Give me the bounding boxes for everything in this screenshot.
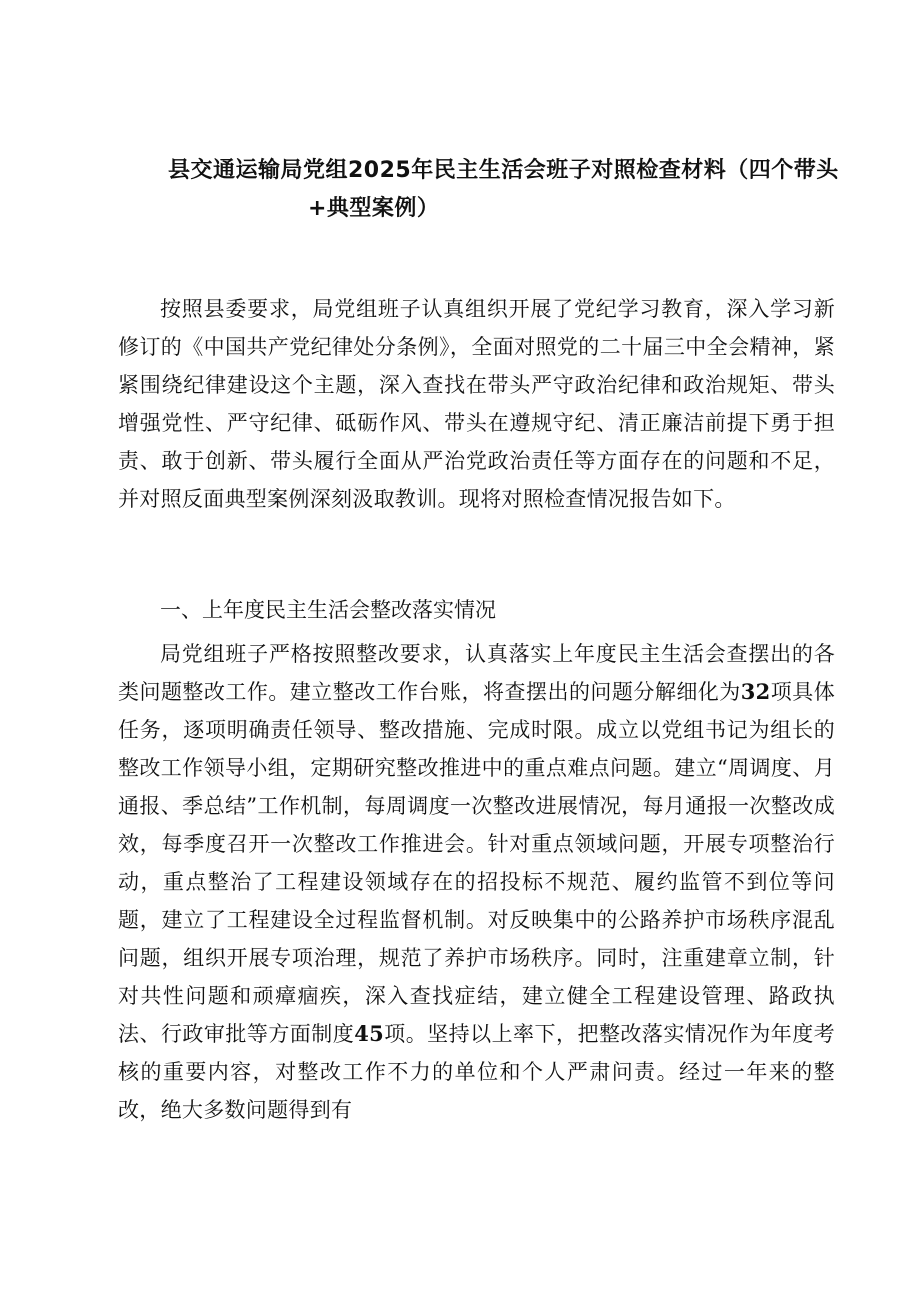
- section-1-text-part-1: 局党组班子严格按照整改要求，认真落实上年度民主生活会查摆出的各类问题整改工作。建立整改工作台账，将查摆出的问题分解细化为: [118, 642, 835, 704]
- section-1-text-part-3: 项。坚持以上率下，把整改落实情况作为年度考核的重要内容，对整改工作不力的单位和个人严肃问责。经过一年来的整改，绝大多数问题得到有: [118, 1022, 835, 1122]
- section-1-text-part-2: 项具体任务，逐项明确责任领导、整改措施、完成时限。成立以党组书记为组长的整改工作领导小组，定期研究整改推进中的重点难点问题。建立“周调度、月通报、季总结”工作机制，每周调度一次整改进展情况，每月通报一次整改成效，每季度召开一次整改工作推进会。针对重点领域问题，开展专项整治行动，重点整治了工程建设领域存在的招投标不规范、履约监管不到位等问题，建立了工程建设全过程监督机制。对反映集中的公路养护市场秩序混乱问题，组织开展专项治理，规范了养护市场秩序。同时，注重建章立制，针对共性问题和顽瘴痼疾，深入查找症结，建立健全工程建设管理、路政执法、行政审批等方面制度: [118, 680, 835, 1046]
- document-title: [118, 152, 848, 228]
- intro-paragraph: 按照县委要求，局党组班子认真组织开展了党纪学习教育，深入学习新修订的《中国共产党纪律处分条例》，全面对照党的二十届三中全会精神，紧紧围绕纪律建设这个主题，深入查找在带头严守政治纪律和政治规矩、带头增强党性、严守纪律、砥砺作风、带头在遵规守纪、清正廉洁前提下勇于担责、敢于创新、带头履行全面从严治党政治责任等方面存在的问题和不足，并对照反面典型案例深刻汲取教训。现将对照检查情况报告如下。: [118, 297, 835, 511]
- section-1-paragraph: [118, 635, 835, 1129]
- title-line-1: 县交通运输局党组2025年民主生活会班子对照检查材料（四个带头: [168, 158, 839, 183]
- title-line-2: +典型案例）: [308, 196, 440, 221]
- task-count-number: 32: [740, 679, 771, 704]
- regulation-count-number: 45: [354, 1021, 385, 1046]
- section-1-heading: 一、上年度民主生活会整改落实情况: [160, 598, 496, 622]
